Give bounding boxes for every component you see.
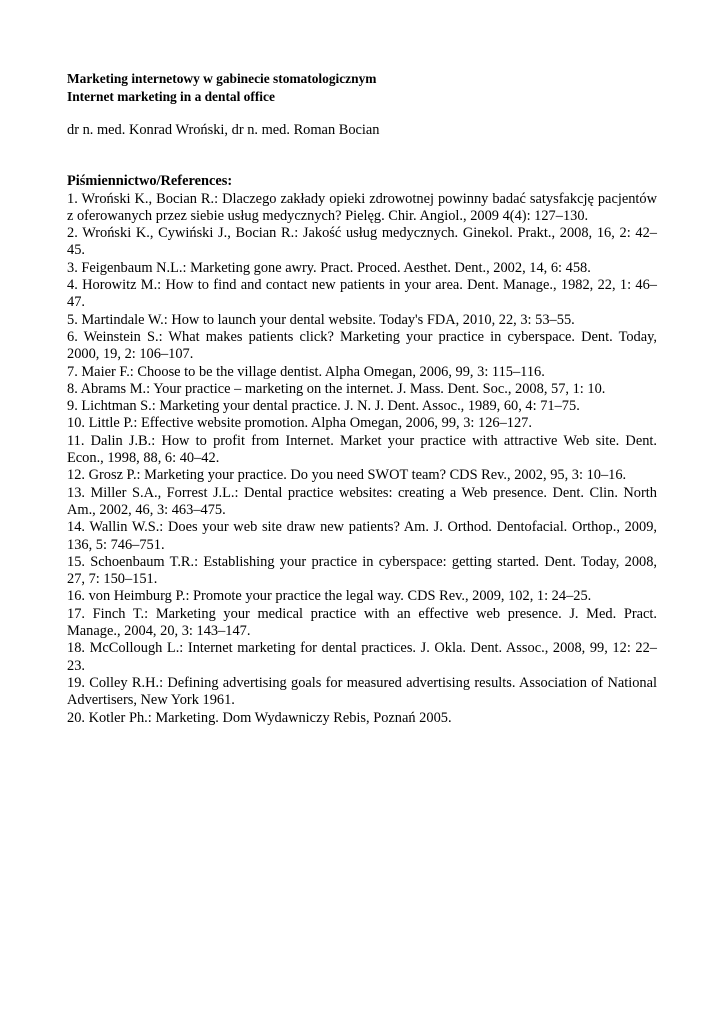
title-polish: Marketing internetowy w gabinecie stomatologicznym xyxy=(67,71,377,86)
reference-item: 18. McCollough L.: Internet marketing for dental practices. J. Okla. Dent. Assoc., 2008, 99, 12: 22–23. xyxy=(67,640,657,674)
authors-line: dr n. med. Konrad Wroński, dr n. med. Roman Bocian xyxy=(67,122,380,138)
reference-item: 17. Finch T.: Marketing your medical practice with an effective web presence. J. Med. Pract. Manage., 2004, 20, 3: 143–147. xyxy=(67,605,657,640)
reference-item: 8. Abrams M.: Your practice – marketing on the internet. J. Mass. Dent. Soc., 2008, 57, 1: 10. xyxy=(67,380,606,397)
reference-item: 2. Wroński K., Cywiński J., Bocian R.: Jakość usług medycznych. Ginekol. Prakt., 2008, 16, 2: 42–45. xyxy=(67,225,657,259)
reference-item: 20. Kotler Ph.: Marketing. Dom Wydawniczy Rebis, Poznań 2005. xyxy=(67,709,452,726)
reference-item: 4. Horowitz M.: How to find and contact new patients in your area. Dent. Manage., 1982, 22, 1: 46–47. xyxy=(67,277,657,311)
reference-item: 5. Martindale W.: How to launch your dental website. Today's FDA, 2010, 22, 3: 53–55. xyxy=(67,311,575,328)
article-title xyxy=(67,70,657,105)
reference-item: 1. Wroński K., Bocian R.: Dlaczego zakłady opieki zdrowotnej powinny badać satysfakcję pacjentów z oferowanych przez siebie usług medycznych? Pielęg. Chir. Angiol., 2009 4(4): 127–130. xyxy=(67,190,657,224)
reference-item: 3. Feigenbaum N.L.: Marketing gone awry. Pract. Proced. Aesthet. Dent., 2002, 14, 6: 458. xyxy=(67,259,591,276)
title-english: Internet marketing in a dental office xyxy=(67,88,275,104)
reference-item: 9. Lichtman S.: Marketing your dental practice. J. N. J. Dent. Assoc., 1989, 60, 4: 71–75. xyxy=(67,398,580,415)
references-heading: Piśmiennictwo/References: xyxy=(67,173,233,190)
reference-item: 14. Wallin W.S.: Does your web site draw new patients? Am. J. Orthod. Dentofacial. Orthop., 2009, 136, 5: 746–751. xyxy=(67,519,657,553)
document-page xyxy=(67,70,657,727)
reference-item: 13. Miller S.A., Forrest J.L.: Dental practice websites: creating a Web presence. Dent. Clin. North Am., 2002, 46, 3: 463–475. xyxy=(67,484,657,518)
reference-item: 19. Colley R.H.: Defining advertising goals for measured advertising results. Association of National Advertisers, New York 1961. xyxy=(67,674,657,709)
references-list xyxy=(67,191,657,727)
reference-item: 12. Grosz P.: Marketing your practice. Do you need SWOT team? CDS Rev., 2002, 95, 3: 10–16. xyxy=(67,467,627,484)
reference-item: 15. Schoenbaum T.R.: Establishing your practice in cyberspace: getting started. Dent. Today, 2008, 27, 7: 150–151. xyxy=(67,553,657,588)
reference-item: 6. Weinstein S.: What makes patients click? Marketing your practice in cyberspace. Dent. Today, 2000, 19, 2: 106–107. xyxy=(67,328,657,363)
reference-item: 16. von Heimburg P.: Promote your practice the legal way. CDS Rev., 2009, 102, 1: 24–25. xyxy=(67,588,592,605)
reference-item: 11. Dalin J.B.: How to profit from Internet. Market your practice with attractive Web site. Dent. Econ., 1998, 88, 6: 40–42. xyxy=(67,432,657,467)
reference-item: 7. Maier F.: Choose to be the village dentist. Alpha Omegan, 2006, 99, 3: 115–116. xyxy=(67,363,545,380)
reference-item: 10. Little P.: Effective website promotion. Alpha Omegan, 2006, 99, 3: 126–127. xyxy=(67,415,532,432)
